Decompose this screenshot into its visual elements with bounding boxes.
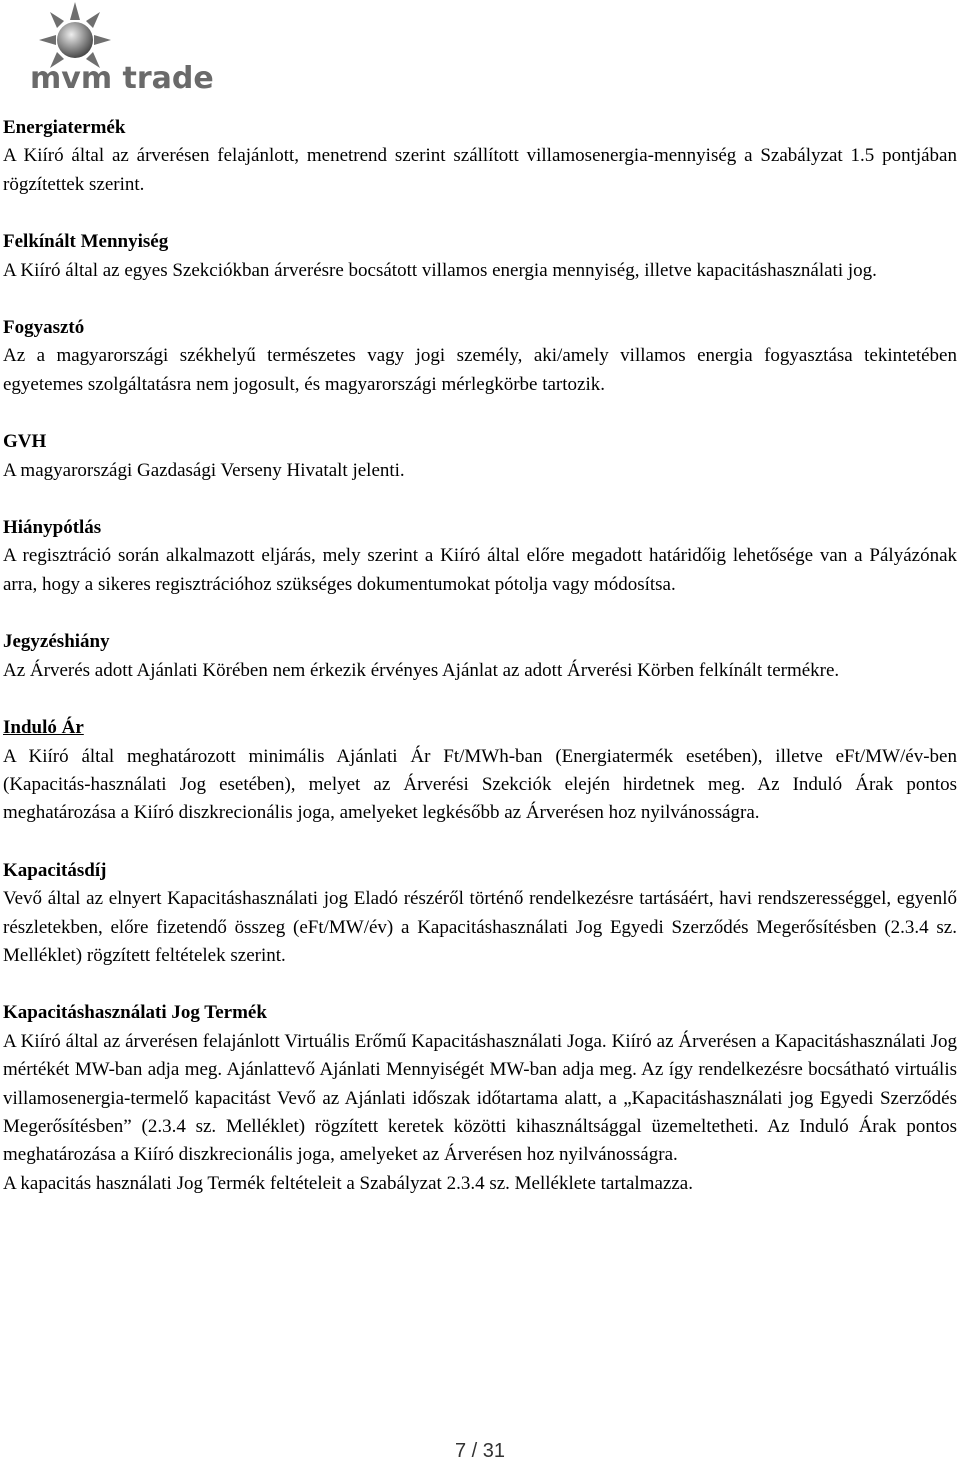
definition-kapacitasdij (3, 857, 957, 971)
page-number: 7 / 31 (454, 1440, 506, 1462)
definition-energiatermek (3, 114, 957, 199)
term-heading: Kapacitásdíj (3, 859, 107, 881)
term-extra-note: A kapacitás használati Jog Termék feltételeit a Szabályzat 2.3.4 sz. Melléklete tartalmazza. (3, 1172, 693, 1194)
term-heading: GVH (3, 431, 47, 453)
term-description: A magyarországi Gazdasági Verseny Hivatalt jelenti. (3, 459, 405, 481)
sun-icon (20, 0, 220, 100)
definition-jegyzeshiany (3, 628, 957, 685)
definitions-list (3, 114, 957, 1227)
term-heading: Hiánypótlás (3, 517, 102, 539)
mvm-trade-logo (20, 0, 220, 100)
term-description: A Kiíró által az egyes Szekciókban árverésre bocsátott villamos energia mennyiség, illetve kapacitáshasználati jog. (3, 259, 877, 281)
definition-hianypotlas (3, 514, 957, 599)
term-heading: Energiatermék (3, 117, 126, 138)
term-description: Az Árverés adott Ajánlati Körében nem érkezik érvényes Ajánlat az adott Árverési Körben felkínált termékre. (3, 659, 840, 681)
term-description: Vevő által az elnyert Kapacitáshasználati jog Eladó részéről történő rendelkezésre tartásáért, havi rendszerességgel, egyenlő részletekben, előre fizetendő összeg (eFt/MW/év) a Kapacitáshasználati Jog Egyedi Szerződés Megerősítésben (2.3.4 sz. Melléklet) rögzített feltételek szerint. (3, 888, 957, 966)
term-heading: Kapacitáshasználati Jog Termék (3, 1002, 267, 1024)
term-description: A Kiíró által az árverésen felajánlott, menetrend szerint szállított villamosenergia-mennyiség a Szabályzat 1.5 pontjában rögzítettek szerint. (3, 145, 957, 195)
term-description: A regisztráció során alkalmazott eljárás, mely szerint a Kiíró által előre megadott határidőig lehetősége van a Pályázónak arra, hogy a sikeres regisztrációhoz szükséges dokumentumokat pótolja vagy módosítsa. (3, 545, 957, 595)
definition-felkinalt-mennyiseg (3, 228, 957, 285)
term-heading: Fogyasztó (3, 317, 85, 339)
term-description: Az a magyarországi székhelyű természetes vagy jogi személy, aki/amely villamos energia fogyasztása tekintetében egyetemes szolgáltatásra nem jogosult, és magyarországi mérlegkörbe tartozik. (3, 345, 957, 395)
definition-fogyaszto (3, 314, 957, 399)
term-heading: Induló Ár (3, 717, 84, 739)
definition-kapacitashasznalati-jog-termek (3, 999, 957, 1198)
term-heading: Jegyzéshiány (3, 631, 110, 653)
term-heading: Felkínált Mennyiség (3, 231, 169, 253)
term-description: A Kiíró által meghatározott minimális Ajánlati Ár Ft/MWh-ban (Energiatermék esetében), illetve eFt/MW/év-ben (Kapacitás-használati Jog esetében), melyet az Árverési Szekciók elején hirdetnek meg. Az Induló Árak pontos meghatározása a Kiíró diszkrecionális joga, amelyeket legkésőbb az Árverésen hoz nyilvánosságra. (3, 745, 957, 824)
svg-text:mvm trade: mvm trade (30, 61, 214, 96)
term-description: A Kiíró által az árverésen felajánlott Virtuális Erőmű Kapacitáshasználati Joga. Kiíró az Árverésen a Kapacitáshasználati Jog mértékét MW-ban adja meg. Ajánlattevő Ajánlati Mennyiségét MW-ban adja meg. Az így rendelkezésre bocsátható virtuális villamosenergia-termelő kapacitást Vevő az Ajánlati időszak időtartama alatt, a „Kapacitáshasználati jog Egyedi Szerződés Megerősítésben” (2.3.4 sz. Melléklet) rögzített keretek közötti kihasználtsággal üzemeltetheti. Az Induló Árak pontos meghatározása a Kiíró diszkrecionális joga, amelyeket az Árverésen hoz nyilvánosságra. (3, 1030, 957, 1166)
definition-gvh (3, 428, 957, 485)
definition-indulo-ar (3, 714, 957, 828)
